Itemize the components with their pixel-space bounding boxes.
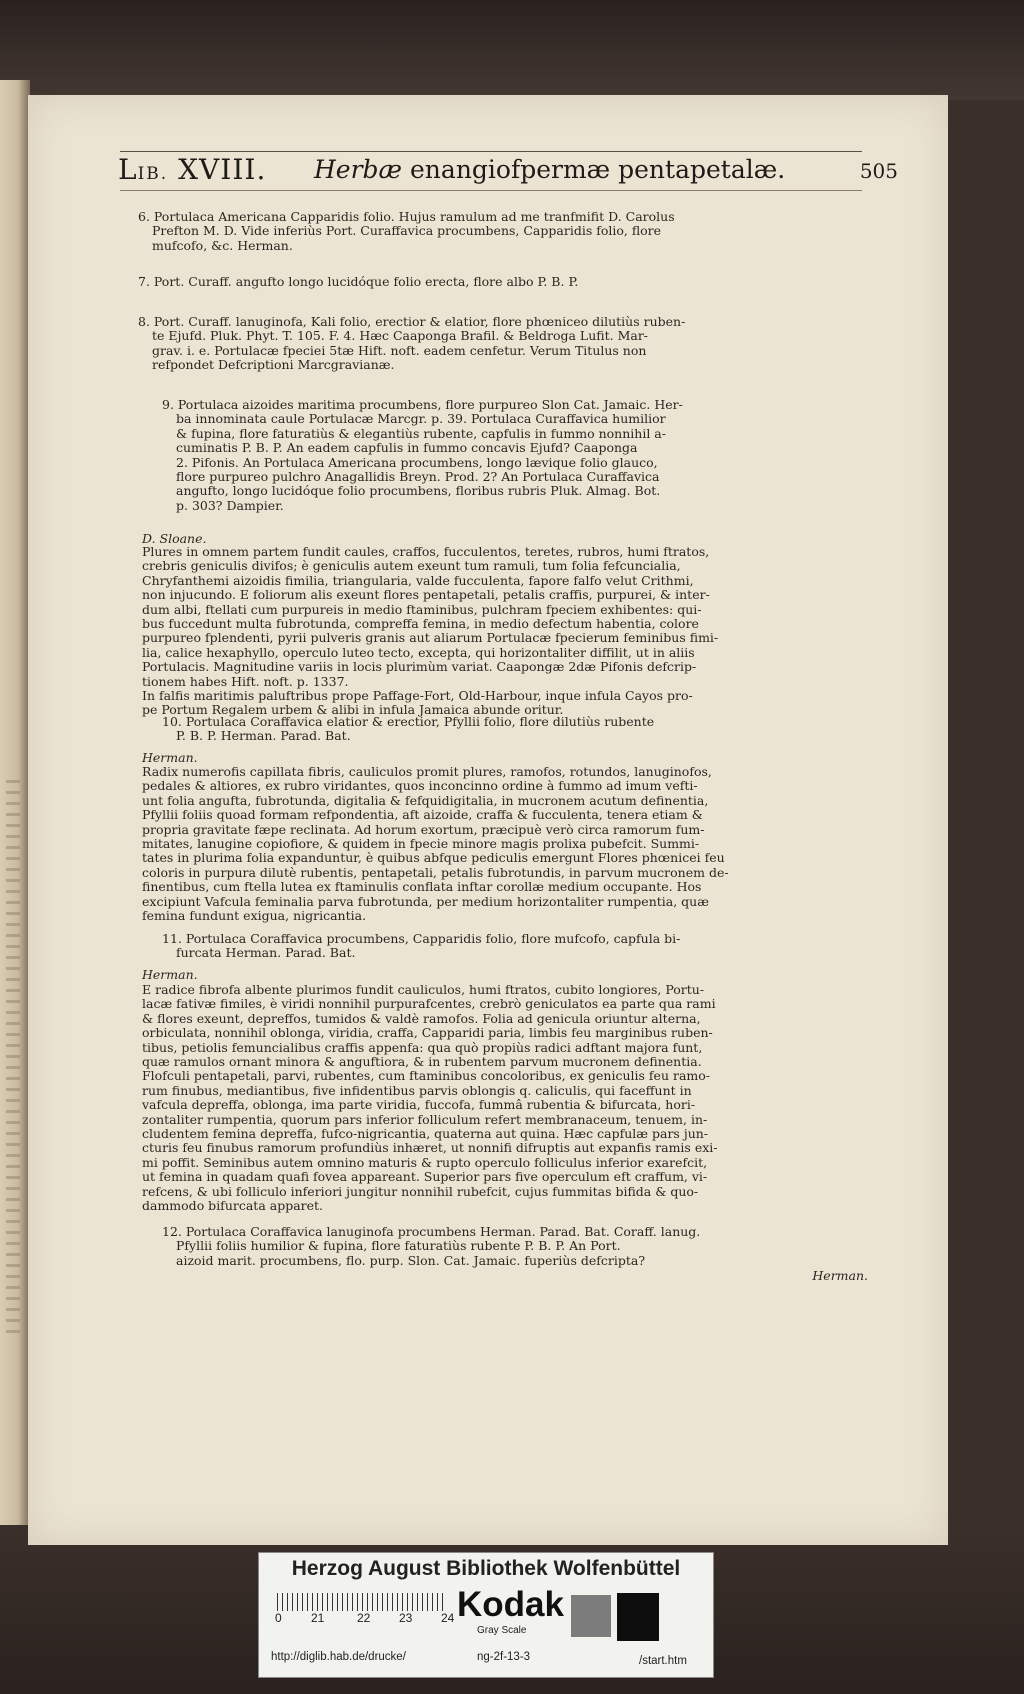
running-header <box>118 153 898 187</box>
text-line: 10. Portulaca Coraffavica elatior & erectior, Pfyllii folio, flore dilutiùs rubente <box>162 714 655 729</box>
entry-number: 6. <box>138 209 154 224</box>
ruler-number: 24 <box>441 1611 455 1625</box>
kodak-logo: Kodak <box>457 1585 564 1624</box>
entry-number: 10. <box>162 714 186 729</box>
ruler-number: 0 <box>275 1611 282 1625</box>
entry-10 <box>162 715 882 744</box>
entry-number: 8. <box>138 314 154 329</box>
entry-6 <box>138 210 878 253</box>
entry-number: 11. <box>162 931 186 946</box>
text-line: non injucundo. E foliorum alis exeunt flores pentapetali, petalis craffis, purpurei, & inter- <box>142 587 710 603</box>
catchword: Herman. <box>812 1268 868 1283</box>
text-line: 6. Portulaca Americana Capparidis folio. Hujus ramulum ad me tranfmifit D. Carolus <box>138 209 675 224</box>
text-line: te Ejufd. Pluk. Phyt. T. 105. F. 4. Hæc Caaponga Brafil. & Beldroga Lufit. Mar- <box>152 328 649 344</box>
library-name: Herzog August Bibliothek Wolfenbüttel <box>291 1557 681 1580</box>
gray-scale-label: Gray Scale <box>477 1625 527 1636</box>
paragraph-herman-1 <box>142 765 872 923</box>
text-line: tibus, petiolis femuncialibus craffis appenfa: qua quò propiùs radici adftant majora funt, <box>142 1039 703 1055</box>
source-label: Herman. <box>142 750 198 765</box>
digital-library-url: http://diglib.hab.de/drucke/ <box>271 1651 406 1663</box>
text-line: 11. Portulaca Coraffavica procumbens, Capparidis folio, flore mufcofo, capfula bi- <box>162 931 681 946</box>
text-line: purpureo fplendenti, pyrii pulveris granis aut aliarum Portulacæ fpecierum feminibus fimi- <box>142 630 719 646</box>
text-line: p. 303? Dampier. <box>176 497 284 513</box>
text-line: 8. Port. Curaff. lanuginofa, Kali folio, erectior & elatior, flore phœniceo dilutiùs ruben- <box>138 314 686 329</box>
shelfmark: ng-2f-13-3 <box>477 1651 531 1663</box>
ruler-scale <box>277 1593 445 1611</box>
text-line: E radice fibrofa albente plurimos fundit cauliculos, humi ftratos, cubito longiores, Portu- <box>142 982 705 997</box>
text-line: 12. Portulaca Coraffavica lanuginofa procumbens Herman. Parad. Bat. Coraff. lanug. <box>162 1224 701 1239</box>
text-line: tates in plurima folia expanduntur, è quibus abfque pediculis emergunt Flores phœnicei feu <box>142 850 725 866</box>
text-line: 9. Portulaca aizoides maritima procumbens, flore purpureo Slon Cat. Jamaic. Her- <box>162 397 683 412</box>
text-line: Pfyllii foliis humilior & fupina, flore faturatiùs rubente P. B. P. An Port. <box>176 1238 621 1254</box>
header-rule-lower <box>120 190 862 191</box>
text-line: lia, calice hexaphyllo, operculo luteo tecto, excepta, qui horizontaliter diffilit, ut in aliis <box>142 644 695 660</box>
text-line: ut femina in quadam quafi fovea appareant. Superior pars five operculum eft craffum, vi- <box>142 1169 708 1185</box>
text-line: bus fuccedunt multa fubrotunda, compreffa femina, in medio defectum habentia, colore <box>142 616 699 632</box>
text-line: tionem habes Hift. noft. p. 1337. <box>142 673 349 689</box>
text-line: pedales & altiores, ex rubro viridantes, quos inconcinno ordine à fummo ad imum vefti- <box>142 778 698 794</box>
text-line: mi poffit. Seminibus autem omnino maturis & rupto operculo folliculus inferior exarefcit, <box>142 1154 708 1170</box>
text-line: refcens, & ubi folliculo inferiori jungitur nonnihil rubefcit, cujus fummitas bifida & quo- <box>142 1183 699 1199</box>
text-line: coloris in purpura dilutè rubentis, pentapetali, petalis fubrotundis, in parvum mucronem de- <box>142 864 729 880</box>
header-rule <box>120 151 862 152</box>
header-title: Herbæ enangiofpermæ pentapetalæ. <box>314 155 786 184</box>
entry-12 <box>162 1225 882 1268</box>
text-line: Plures in omnem partem fundit caules, craffos, fucculentos, teretes, rubros, humi ftratos, <box>142 544 710 559</box>
text-line: zontaliter rumpentia, quorum pars inferior folliculum refert membranaceum, tenuem, in- <box>142 1111 708 1127</box>
text-line: crebris geniculis divifos; è geniculis autem exeunt tum ramuli, tum folia fefcuncialia, <box>142 558 681 574</box>
text-line: finentibus, cum ftella lutea ex ftaminulis conflata inftar corollæ medium occupante. Hos <box>142 879 702 895</box>
archive-target-card <box>258 1552 714 1678</box>
text-line: cuminatis P. B. P. An eadem capfulis in fummo concavis Ejufd? Caaponga <box>176 440 638 456</box>
book-label: LIB. XVIII. <box>118 153 267 186</box>
text-line: & flores exeunt, depreffos, tumidos & valdè ramofos. Folia ad genicula oriuntur alterna, <box>142 1010 701 1026</box>
text-line: flore purpureo pulchro Anagallidis Breyn. Prod. 2? An Portulaca Curaffavica <box>176 469 660 485</box>
text-line: excipiunt Vafcula feminalia parva fubrotunda, per medium horizontaliter rumpentia, quæ <box>142 893 709 909</box>
text-line: cturis feu finubus ramorum profundiùs inhæret, ut nonnifi difruptis aut expanfis ramis exi- <box>142 1140 718 1156</box>
text-line: mufcofo, &c. Herman. <box>152 237 293 253</box>
entry-number: 12. <box>162 1224 186 1239</box>
entry-11 <box>162 932 882 961</box>
text-line: In falfis maritimis paluftribus prope Paffage-Fort, Old-Harbour, inque infula Cayos pro- <box>142 688 693 704</box>
text-line: dum albi, ftellati cum purpureis in medio ftaminibus, pulchram fpeciem exhibentes: qui- <box>142 601 702 617</box>
ruler-number: 21 <box>311 1611 325 1625</box>
text-line: aizoid marit. procumbens, flo. purp. Slon. Cat. Jamaic. fuperiùs defcripta? <box>176 1252 646 1268</box>
text-line: 7. Port. Curaff. angufto longo lucidóque folio erecta, flore albo P. B. P. <box>138 274 579 289</box>
source-label: Herman. <box>142 967 198 982</box>
text-line: Radix numerofis capillata fibris, cauliculos promit plures, ramofos, rotundos, lanuginofos, <box>142 764 712 779</box>
entry-9 <box>162 398 882 513</box>
text-line: 2. Pifonis. An Portulaca Americana procumbens, longo lævique folio glauco, <box>176 454 658 470</box>
text-line: vafcula depreffa, oblonga, ima parte viridia, fuccofa, fummâ rubentia & bifurcata, hori- <box>142 1097 696 1113</box>
book-page <box>28 95 948 1545</box>
facing-page-edge <box>0 80 30 1540</box>
page-number: 505 <box>859 159 898 183</box>
ruler-number: 22 <box>357 1611 371 1625</box>
text-line: furcata Herman. Parad. Bat. <box>176 945 356 961</box>
text-line: quæ ramulos ornant minora & anguftiora, & in rubentem parvum mucronem definentia. <box>142 1054 702 1070</box>
text-line: P. B. P. Herman. Parad. Bat. <box>176 728 351 744</box>
text-line: pe Portum Regalem urbem & alibi in infula Jamaica abunde oritur. <box>142 702 564 718</box>
text-line: unt folia angufta, fubrotunda, digitalia & fefquidigitalia, in mucronem acutum definentia, <box>142 792 709 808</box>
text-line: grav. i. e. Portulacæ fpeciei 5tæ Hift. noft. eadem cenfetur. Verum Titulus non <box>152 342 647 358</box>
ruler-number: 23 <box>399 1611 413 1625</box>
text-line: lacæ fativæ fimiles, è viridi nonnihil purpurafcentes, crebrò geniculatos ea parte qua rami <box>142 996 716 1012</box>
black-swatch <box>617 1593 659 1641</box>
text-line: mitates, lanugine copiofiore, & quidem in fpecie minore magis prolixa pubefcit. Summi- <box>142 836 700 852</box>
text-line: cludentem femina depreffa, fufco-nigricantia, quaterna aut quina. Hæc capfulæ pars jun- <box>142 1126 709 1142</box>
text-line: orbiculata, nonnihil oblonga, viridia, craffa, Capparidi paria, limbis feu marginibus ruben- <box>142 1025 713 1041</box>
entry-number: 7. <box>138 274 154 289</box>
text-line: Pfyllii foliis quoad formam refpondentia, aft aizoide, craffa & fucculenta, tenera etiam & <box>142 807 703 823</box>
text-line: Portulacis. Magnitudine variis in locis plurimùm variat. Caapongæ 2dæ Pifonis defcrip- <box>142 659 697 675</box>
text-line: refpondet Defcriptioni Marcgravianæ. <box>152 357 395 373</box>
entry-7 <box>138 275 878 289</box>
text-line: dammodo bifurcata apparet. <box>142 1198 324 1214</box>
gray-swatch <box>571 1595 611 1637</box>
text-line: propria gravitate fæpe reclinata. Ad horum exortum, præcipuè verò circa ramorum fum- <box>142 821 705 837</box>
text-line: ba innominata caule Portulacæ Marcgr. p. 39. Portulaca Curaffavica humilior <box>176 411 666 427</box>
entry-8 <box>138 315 878 373</box>
source-label: D. Sloane. <box>142 531 207 546</box>
scan-background-top <box>0 0 1024 100</box>
start-link: /start.htm <box>639 1655 687 1667</box>
paragraph-herman-2 <box>142 983 872 1214</box>
text-line: rum finubus, mediantibus, five infidentibus parvis oblongis q. caliculis, qui faceffunt in <box>142 1082 692 1098</box>
text-line: & fupina, flore faturatiùs & elegantiùs rubente, capfulis in fummo nonnihil a- <box>176 425 666 441</box>
text-line: Flofculi pentapetali, parvi, rubentes, cum ftaminibus concoloribus, ex geniculis feu ramo- <box>142 1068 710 1084</box>
text-line: femina fundunt exigua, nigricantia. <box>142 908 367 924</box>
entry-number: 9. <box>162 397 178 412</box>
paragraph-sloane <box>142 545 872 718</box>
text-line: Chryfanthemi aizoidis fimilia, triangularia, valde fucculenta, fapore falfo velut Crithmi, <box>142 572 694 588</box>
text-line: Prefton M. D. Vide inferiùs Port. Curaffavica procumbens, Capparidis folio, flore <box>152 223 662 239</box>
text-line: angufto, longo lucidóque folio procumbens, floribus rubris Pluk. Almag. Bot. <box>176 483 661 499</box>
